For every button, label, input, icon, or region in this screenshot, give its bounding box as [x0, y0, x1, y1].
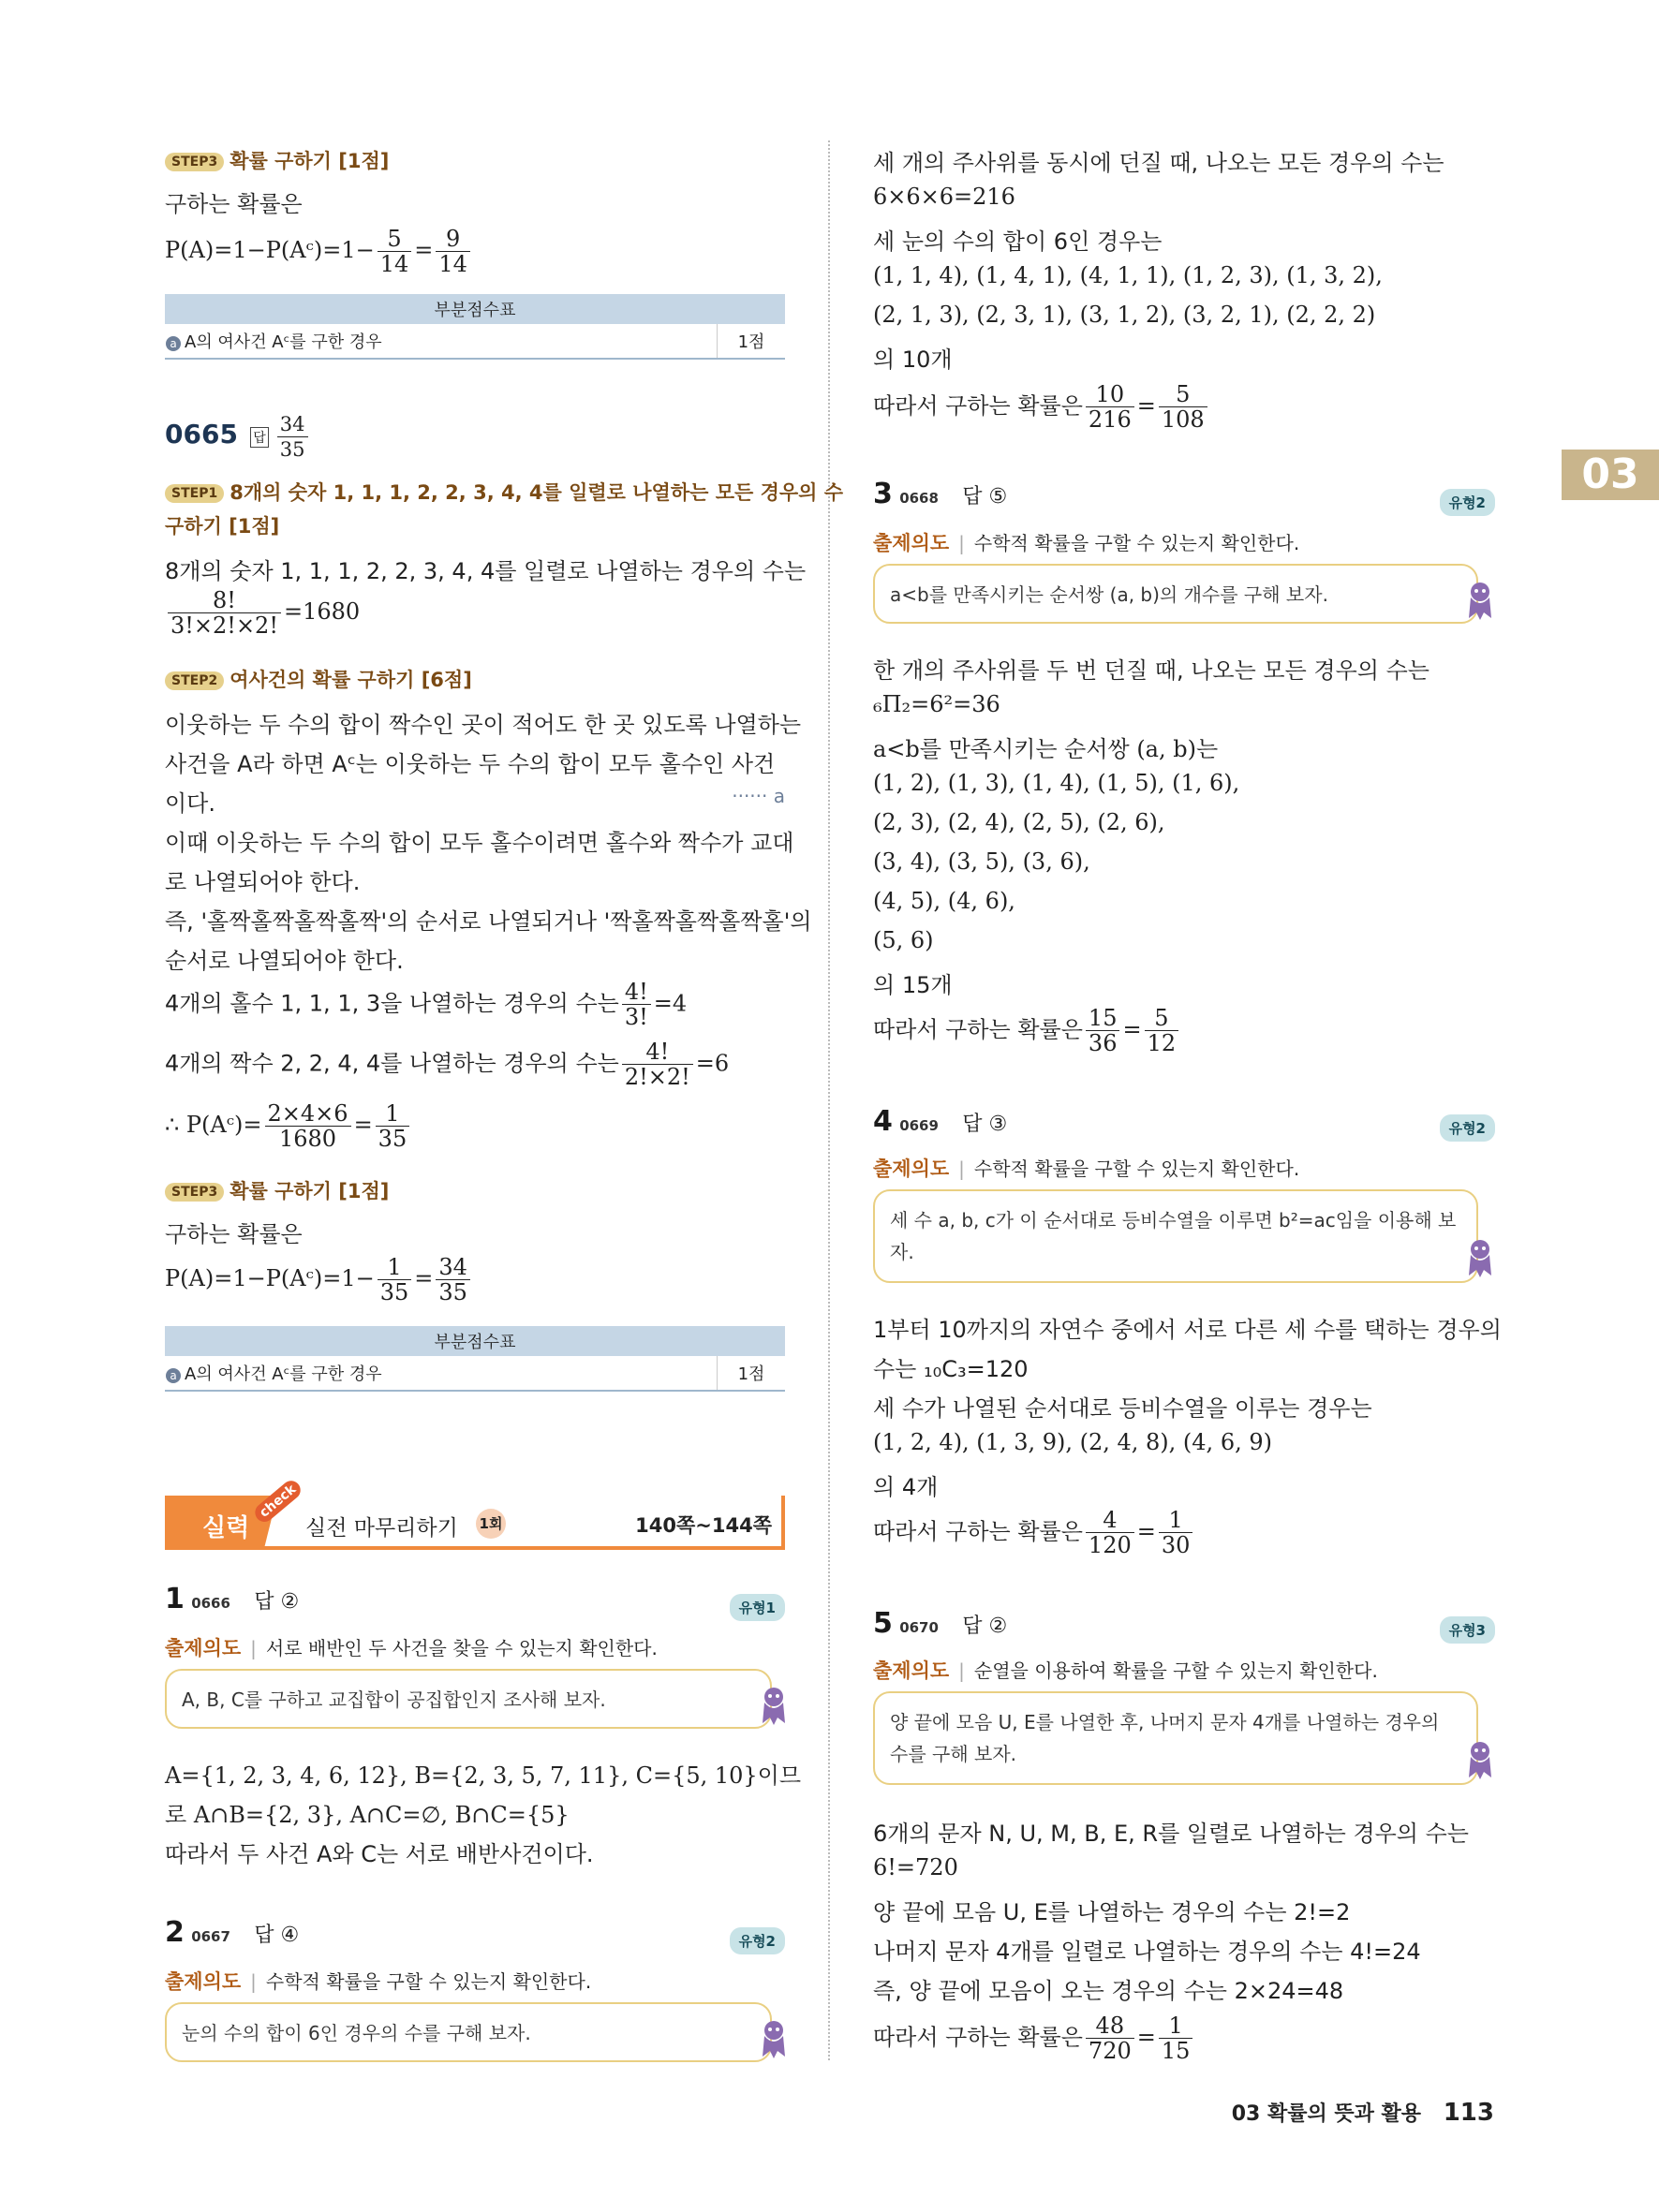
- eq-text: 4개의 짝수 2, 2, 4, 4를 나열하는 경우의 수는: [165, 1050, 619, 1077]
- fraction: [378, 227, 412, 276]
- equation: [165, 980, 687, 1029]
- intent-line: 출제의도 | 수학적 확률을 구할 수 있는지 확인한다.: [165, 1970, 592, 1993]
- text-line: 의 4개: [873, 1474, 939, 1500]
- eq-text: =: [1136, 1518, 1156, 1545]
- partial-score-table: [165, 294, 785, 360]
- denominator: 3!: [624, 1004, 648, 1030]
- question-number: 4: [873, 1105, 893, 1138]
- question-2-heading: [165, 1916, 299, 1949]
- step-title: 여사건의 확률 구하기 [6점]: [230, 669, 472, 691]
- problem-0665-heading: [165, 412, 311, 462]
- text-line: a<b를 만족시키는 순서쌍 (a, b)는: [873, 736, 1219, 762]
- answer-icon: 답: [250, 427, 269, 448]
- equation: [873, 382, 1210, 432]
- hint-text: a<b를 만족시키는 순서쌍 (a, b)의 개수를 구해 보자.: [890, 583, 1328, 606]
- answer-label: 답 ④: [254, 1924, 300, 1947]
- page-range: 140쪽~144쪽: [635, 1514, 772, 1537]
- fraction: [622, 1040, 693, 1089]
- mascot-icon: [1465, 1238, 1495, 1279]
- answer-label: 답 ②: [962, 1615, 1008, 1638]
- equation: [873, 2013, 1195, 2063]
- text-line: 이웃하는 두 수의 합이 짝수인 곳이 적어도 한 곳 있도록 나열하는: [165, 712, 802, 738]
- intent-label: 출제의도: [873, 1659, 950, 1682]
- intent-line: 출제의도 | 순열을 이용하여 확률을 구할 수 있는지 확인한다.: [873, 1659, 1378, 1682]
- numerator: 1: [376, 1101, 410, 1127]
- text-line: (1, 1, 4), (1, 4, 1), (4, 1, 1), (1, 2, 3), (1, 3, 2),: [873, 262, 1383, 288]
- step3-heading: [165, 146, 389, 174]
- text-line: ₆Π₂=6²=36: [873, 691, 1000, 717]
- hint-box: [873, 564, 1478, 624]
- intent-text: 수학적 확률을 구할 수 있는지 확인한다.: [265, 1970, 592, 1993]
- score-cell: 1점: [718, 1356, 786, 1391]
- mascot-icon: [759, 1686, 789, 1727]
- numerator: 9: [436, 227, 470, 252]
- eq-text: P(A)=1−P(Aᶜ)=1−: [165, 237, 375, 263]
- eq-text: ∴ P(Aᶜ)=: [165, 1112, 262, 1138]
- answer-label: 답 ③: [962, 1113, 1008, 1136]
- fraction: [436, 1255, 470, 1305]
- type-badge: 유형2: [730, 1927, 785, 1954]
- text-line: 구하는 확률은: [165, 191, 303, 217]
- denominator: 108: [1161, 406, 1205, 433]
- equation: [873, 1508, 1195, 1557]
- text-line: 로 A∩B={2, 3}, A∩C=∅, B∩C={5}: [165, 1802, 570, 1828]
- numerator: 5: [1159, 382, 1207, 407]
- fraction: [1086, 1508, 1134, 1557]
- hint-text: 눈의 수의 합이 6인 경우의 수를 구해 보자.: [182, 2022, 531, 2044]
- hint-box: [165, 1669, 772, 1729]
- numerator: 34: [436, 1255, 470, 1280]
- type-badge: 유형1: [730, 1594, 785, 1621]
- text-line: (2, 3), (2, 4), (2, 5), (2, 6),: [873, 809, 1165, 835]
- intent-line: 출제의도 | 수학적 확률을 구할 수 있는지 확인한다.: [873, 1158, 1300, 1180]
- hint-box: [873, 1691, 1478, 1785]
- denominator: 35: [279, 438, 305, 461]
- equation: [165, 1040, 729, 1089]
- denominator: 35: [378, 1126, 407, 1152]
- step-title: 확률 구하기 [1점]: [230, 1180, 390, 1202]
- numerator: 15: [1086, 1006, 1120, 1031]
- partial-score-table: [165, 1326, 785, 1392]
- question-4-heading: [873, 1105, 1007, 1138]
- denominator: 35: [379, 1279, 409, 1305]
- question-1-heading: [165, 1583, 299, 1615]
- hint-box: [873, 1189, 1478, 1283]
- banner-title: 실력: [202, 1514, 250, 1542]
- step-badge: STEP3: [165, 153, 224, 171]
- question-number: 3: [873, 478, 893, 510]
- question-number: 1: [165, 1583, 185, 1615]
- text-line: 6!=720: [873, 1854, 958, 1880]
- eq-text: 따라서 구하는 확률은: [873, 2024, 1083, 2051]
- answer-label: 답 ②: [254, 1590, 300, 1614]
- intent-text: 수학적 확률을 구할 수 있는지 확인한다.: [973, 532, 1300, 554]
- page-footer: [1232, 2098, 1494, 2127]
- answer-fraction: [277, 412, 308, 462]
- numerator: 1: [1159, 2013, 1193, 2039]
- text-line: 6개의 문자 N, U, M, B, E, R를 일렬로 나열하는 경우의 수는: [873, 1821, 1469, 1847]
- denominator: 14: [438, 251, 467, 277]
- chapter-tab: 03: [1562, 450, 1659, 500]
- text-line: (1, 2, 4), (1, 3, 9), (2, 4, 8), (4, 6, 9): [873, 1429, 1272, 1455]
- table-header: 부분점수표: [165, 294, 785, 324]
- step-badge: STEP1: [165, 484, 224, 503]
- eq-text: =: [414, 1265, 434, 1291]
- text-line: (5, 6): [873, 927, 934, 953]
- text-line: 사건을 A라 하면 Aᶜ는 이웃하는 두 수의 합이 모두 홀수인 사건: [165, 751, 776, 777]
- mascot-icon: [1465, 581, 1495, 622]
- mascot-icon: [759, 2019, 789, 2060]
- step3b-heading: [165, 1176, 389, 1204]
- denominator: 36: [1088, 1030, 1118, 1056]
- intent-text: 서로 배반인 두 사건을 찾을 수 있는지 확인한다.: [265, 1637, 658, 1659]
- criterion-text: A의 여사건 Aᶜ를 구한 경우: [185, 332, 382, 352]
- mascot-icon: [1465, 1740, 1495, 1781]
- step-title-cont: 구하기 [1점]: [165, 515, 280, 538]
- text-line: 수는 ₁₀C₃=120: [873, 1356, 1029, 1382]
- text-line: (1, 2), (1, 3), (1, 4), (1, 5), (1, 6),: [873, 770, 1240, 796]
- page-number: 113: [1443, 2099, 1494, 2127]
- intent-label: 출제의도: [873, 1158, 950, 1180]
- numerator: 5: [378, 227, 412, 252]
- fraction: [1145, 1006, 1179, 1055]
- step-badge: STEP3: [165, 1183, 224, 1202]
- denominator: 120: [1088, 1532, 1132, 1558]
- text-line: (2, 1, 3), (2, 3, 1), (3, 1, 2), (3, 2, 1), (2, 2, 2): [873, 302, 1376, 328]
- table-header: 부분점수표: [165, 1326, 785, 1356]
- question-code: 0669: [899, 1117, 939, 1134]
- eq-text: =: [414, 237, 434, 263]
- criterion-text: A의 여사건 Aᶜ를 구한 경우: [185, 1364, 382, 1384]
- text-line: 의 10개: [873, 347, 953, 373]
- text-line: 즉, 양 끝에 모음이 오는 경우의 수는 2×24=48: [873, 1978, 1344, 2004]
- hint-text: 세 수 a, b, c가 이 순서대로 등비수열을 이루면 b²=ac임을 이용해 보자.: [890, 1209, 1457, 1263]
- denominator: 720: [1088, 2038, 1132, 2064]
- denominator: 216: [1088, 406, 1132, 433]
- fraction: [1159, 1508, 1193, 1557]
- text-line: 로 나열되어야 한다.: [165, 869, 361, 895]
- text-line: 6×6×6=216: [873, 184, 1015, 210]
- numerator: 2×4×6: [265, 1101, 351, 1127]
- question-code: 0668: [899, 490, 939, 507]
- intent-line: 출제의도 | 수학적 확률을 구할 수 있는지 확인한다.: [873, 532, 1300, 554]
- eq-text: =: [1136, 392, 1156, 420]
- equation: [165, 1101, 412, 1151]
- text-line: 세 개의 주사위를 동시에 던질 때, 나오는 모든 경우의 수는: [873, 150, 1444, 176]
- denominator: 2!×2!: [624, 1064, 690, 1090]
- denominator: 15: [1161, 2038, 1191, 2064]
- text-line: 구하는 확률은: [165, 1221, 303, 1247]
- text-line: 세 수가 나열된 순서대로 등비수열을 이루는 경우는: [873, 1395, 1372, 1422]
- equation: [165, 588, 360, 638]
- fraction: [1086, 382, 1134, 432]
- step-badge: STEP2: [165, 671, 224, 690]
- eq-text: =: [1136, 2024, 1156, 2051]
- text-line: 8개의 숫자 1, 1, 1, 2, 2, 3, 4, 4를 일렬로 나열하는 경우의 수는: [165, 558, 807, 584]
- intent-text: 수학적 확률을 구할 수 있는지 확인한다.: [973, 1158, 1300, 1180]
- mark-a-icon: a: [166, 1368, 181, 1383]
- score-cell: 1점: [718, 324, 786, 359]
- hint-box: [165, 2002, 772, 2062]
- numerator: 1: [1159, 1508, 1193, 1533]
- numerator: 1: [378, 1255, 412, 1280]
- text-line: 즉, '홀짝홀짝홀짝홀짝'의 순서로 나열되거나 '짝홀짝홀짝홀짝홀'의: [165, 908, 812, 935]
- intent-line: 출제의도 | 서로 배반인 두 사건을 찾을 수 있는지 확인한다.: [165, 1637, 658, 1659]
- eq-text: 4개의 홀수 1, 1, 1, 3을 나열하는 경우의 수는: [165, 990, 619, 1017]
- table-cell: [165, 324, 718, 359]
- equation: [165, 227, 473, 276]
- text-line: 이때 이웃하는 두 수의 합이 모두 홀수이려면 홀수와 짝수가 교대: [165, 830, 794, 856]
- eq-text: =: [1122, 1016, 1142, 1043]
- equation: [873, 1006, 1181, 1055]
- denominator: 35: [438, 1279, 467, 1305]
- banner-subtitle: 실전 마무리하기: [305, 1516, 458, 1541]
- answer-label: 답 ⑤: [962, 485, 1008, 509]
- denominator: 14: [379, 251, 409, 277]
- question-number: 2: [165, 1916, 185, 1949]
- numerator: 34: [277, 412, 308, 437]
- column-divider: [828, 140, 830, 2060]
- text-line: 이다.: [165, 790, 215, 817]
- intent-text: 순열을 이용하여 확률을 구할 수 있는지 확인한다.: [973, 1659, 1378, 1682]
- text-line: (4, 5), (4, 6),: [873, 888, 1015, 914]
- fraction: [1159, 382, 1207, 432]
- fraction: [622, 980, 651, 1029]
- step-title: 확률 구하기 [1점]: [230, 150, 390, 172]
- denominator: 1680: [279, 1126, 337, 1152]
- section-banner: [165, 1482, 785, 1550]
- intent-label: 출제의도: [165, 1637, 242, 1659]
- eq-text: =: [353, 1112, 373, 1138]
- fraction: [436, 227, 470, 276]
- denominator: 3!×2!×2!: [170, 612, 278, 639]
- eq-text: 따라서 구하는 확률은: [873, 1016, 1083, 1043]
- step-title: 8개의 숫자 1, 1, 1, 2, 2, 3, 4, 4를 일렬로 나열하는 모든 경우의 수: [230, 481, 844, 504]
- mark-a-icon: a: [166, 336, 181, 351]
- table-cell: [165, 1356, 718, 1391]
- step2-heading: [165, 665, 472, 693]
- step1-heading: [165, 478, 843, 506]
- eq-text: =4: [653, 990, 688, 1017]
- question-3-heading: [873, 478, 1007, 510]
- fraction: [378, 1255, 412, 1305]
- problem-number: 0665: [165, 419, 238, 450]
- eq-text: 따라서 구하는 확률은: [873, 1518, 1083, 1545]
- question-code: 0667: [191, 1928, 230, 1945]
- numerator: 8!: [168, 588, 281, 613]
- text-line: (3, 4), (3, 5), (3, 6),: [873, 848, 1090, 875]
- numerator: 10: [1086, 382, 1134, 407]
- text-line: A={1, 2, 3, 4, 6, 12}, B={2, 3, 5, 7, 11}, C={5, 10}이므: [165, 1762, 802, 1789]
- text-line: 양 끝에 모음 U, E를 나열하는 경우의 수는 2!=2: [873, 1899, 1351, 1925]
- eq-text: =6: [695, 1050, 730, 1077]
- fraction: [1159, 2013, 1193, 2063]
- question-code: 0666: [191, 1595, 230, 1612]
- type-badge: 유형2: [1440, 489, 1495, 516]
- equation: [165, 1255, 473, 1305]
- question-number: 5: [873, 1607, 893, 1640]
- text-line: 한 개의 주사위를 두 번 던질 때, 나오는 모든 경우의 수는: [873, 657, 1429, 684]
- type-badge: 유형2: [1440, 1114, 1495, 1142]
- numerator: 48: [1086, 2013, 1134, 2039]
- text-line: 세 눈의 수의 합이 6인 경우는: [873, 229, 1163, 255]
- fraction: [168, 588, 281, 638]
- numerator: 5: [1145, 1006, 1179, 1031]
- mark-a-reference: ······ a: [732, 785, 785, 807]
- text-line: 나머지 문자 4개를 일렬로 나열하는 경우의 수는 4!=24: [873, 1939, 1421, 1965]
- intent-label: 출제의도: [165, 1970, 242, 1993]
- intent-label: 출제의도: [873, 532, 950, 554]
- fraction: [376, 1101, 410, 1151]
- question-code: 0670: [899, 1619, 939, 1636]
- eq-text: =1680: [283, 598, 361, 625]
- fraction: [265, 1101, 351, 1151]
- fraction: [1086, 2013, 1134, 2063]
- round-badge: 1회: [476, 1509, 506, 1539]
- type-badge: 유형3: [1440, 1616, 1495, 1644]
- hint-text: 양 끝에 모음 U, E를 나열한 후, 나머지 문자 4개를 나열하는 경우의 수를 구해 보자.: [890, 1711, 1440, 1765]
- check-badge: check: [251, 1477, 304, 1526]
- hint-text: A, B, C를 구하고 교집합이 공집합인지 조사해 보자.: [182, 1688, 606, 1711]
- question-5-heading: [873, 1607, 1007, 1640]
- footer-chapter: 03 확률의 뜻과 활용: [1231, 2102, 1422, 2126]
- text-line: 순서로 나열되어야 한다.: [165, 948, 404, 974]
- numerator: 4!: [622, 980, 651, 1005]
- denominator: 30: [1161, 1532, 1191, 1558]
- numerator: 4!: [622, 1040, 693, 1065]
- eq-text: 따라서 구하는 확률은: [873, 392, 1083, 420]
- text-line: 의 15개: [873, 972, 953, 998]
- numerator: 4: [1086, 1508, 1134, 1533]
- fraction: [1086, 1006, 1120, 1055]
- text-line: 따라서 두 사건 A와 C는 서로 배반사건이다.: [165, 1841, 594, 1867]
- eq-text: P(A)=1−P(Aᶜ)=1−: [165, 1265, 375, 1291]
- text-line: 1부터 10까지의 자연수 중에서 서로 다른 세 수를 택하는 경우의: [873, 1317, 1502, 1343]
- denominator: 12: [1147, 1030, 1177, 1056]
